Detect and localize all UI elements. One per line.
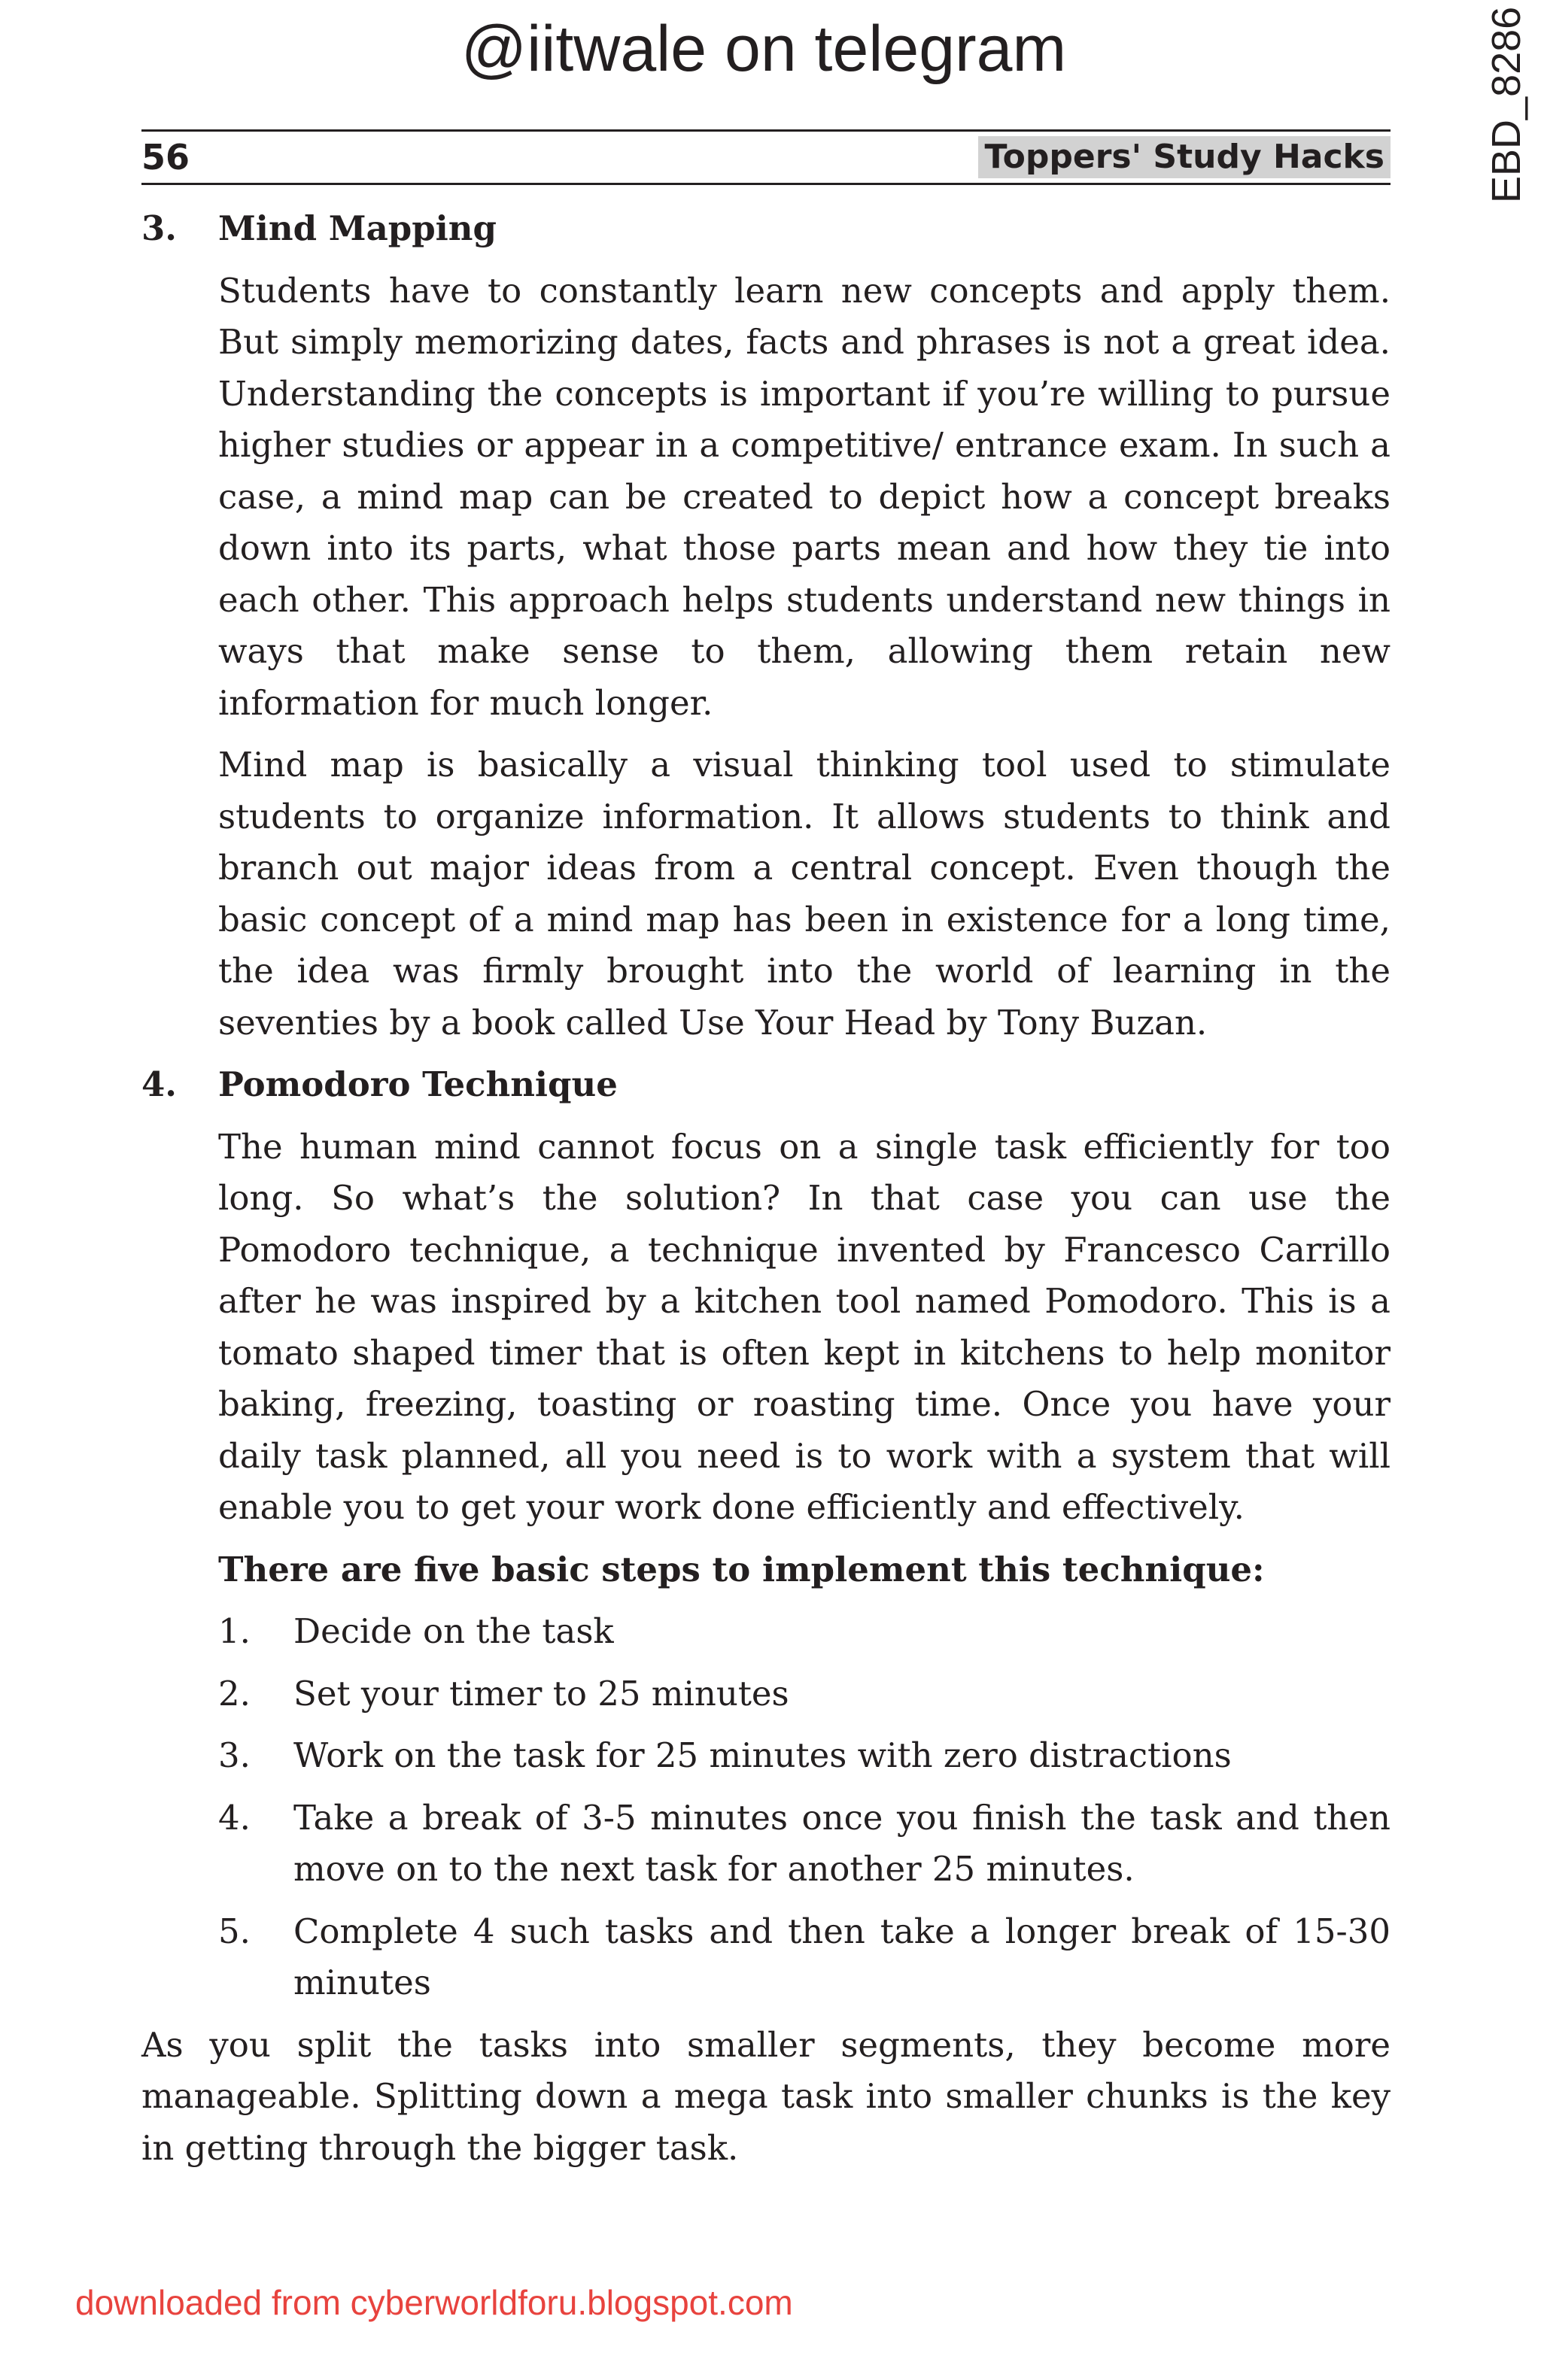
paragraph: Students have to constantly learn new concepts and apply them. But simply memorizing dates, facts and phrases is not a great idea. Understanding the concepts is important if you’re willing to pursue higher studies or appear in a competitive/ entrance exam. In such a case, a mind map can be created to depict how a concept breaks down into its parts, what those parts mean and how they tie into each other. This approach helps students understand new things in ways that make sense to them, allowing them retain new information for much longer. — [218, 270, 1391, 723]
page-body — [141, 203, 1391, 2174]
page-header — [141, 129, 1391, 185]
step-number: 5. — [218, 1911, 251, 1951]
telegram-watermark: @iitwale on telegram — [460, 13, 1067, 85]
section-heading-pomodoro — [141, 1059, 1391, 1111]
footer-watermark: downloaded from cyberworldforu.blogspot.com — [75, 2283, 793, 2322]
section-title: Mind Mapping — [218, 208, 497, 248]
step-number: 2. — [218, 1673, 251, 1714]
step-text: Work on the task for 25 minutes with zero distractions — [293, 1735, 1232, 1775]
step-text: Complete 4 such tasks and then take a longer break of 15-30 minutes — [293, 1911, 1391, 2002]
list-item — [218, 1730, 1391, 1782]
step-text: Set your timer to 25 minutes — [293, 1673, 789, 1714]
step-text: Decide on the task — [293, 1611, 614, 1651]
section-body-mind-mapping — [141, 266, 1391, 1049]
page-number: 56 — [141, 137, 190, 178]
side-code: EBD_8286 — [1484, 6, 1529, 203]
running-title: Toppers' Study Hacks — [978, 136, 1391, 178]
paragraph: The human mind cannot focus on a single task efficiently for too long. So what’s the solution? In that case you can use the Pomodoro technique, a technique invented by Francesco Carrillo after he was inspired by a kitchen tool named Pomodoro. This is a tomato shaped timer that is often kept in kitchens to help monitor baking, freezing, toasting or roasting time. Once you have your daily task planned, all you need is to work with a system that will enable you to get your work done efficiently and effectively. — [218, 1126, 1391, 1527]
closing-paragraph: As you split the tasks into smaller segments, they become more manageable. Splitting down a mega task into smaller chunks is the key in getting through the bigger task. — [141, 2024, 1391, 2168]
section-number: 3. — [141, 208, 177, 248]
list-item — [218, 1793, 1391, 1896]
step-text: Take a break of 3-5 minutes once you finish the task and then move on to the next task for another 25 minutes. — [293, 1797, 1391, 1889]
list-item — [218, 1606, 1391, 1658]
paragraph: Mind map is basically a visual thinking tool used to stimulate students to organize information. It allows students to think and branch out major ideas from a central concept. Even though the basic concept of a mind map has been in existence for a long time, the idea was firmly brought into the world of learning in the seventies by a book called Use Your Head by Tony Buzan. — [218, 745, 1391, 1043]
list-item — [218, 1668, 1391, 1720]
steps-lead: There are five basic steps to implement this technique: — [218, 1549, 1265, 1589]
section-number: 4. — [141, 1064, 177, 1104]
step-number: 3. — [218, 1735, 251, 1775]
step-number: 1. — [218, 1611, 251, 1651]
section-body-pomodoro — [141, 1122, 1391, 2009]
step-number: 4. — [218, 1797, 251, 1838]
section-heading-mind-mapping — [141, 203, 1391, 255]
section-title: Pomodoro Technique — [218, 1064, 618, 1104]
list-item — [218, 1906, 1391, 2009]
